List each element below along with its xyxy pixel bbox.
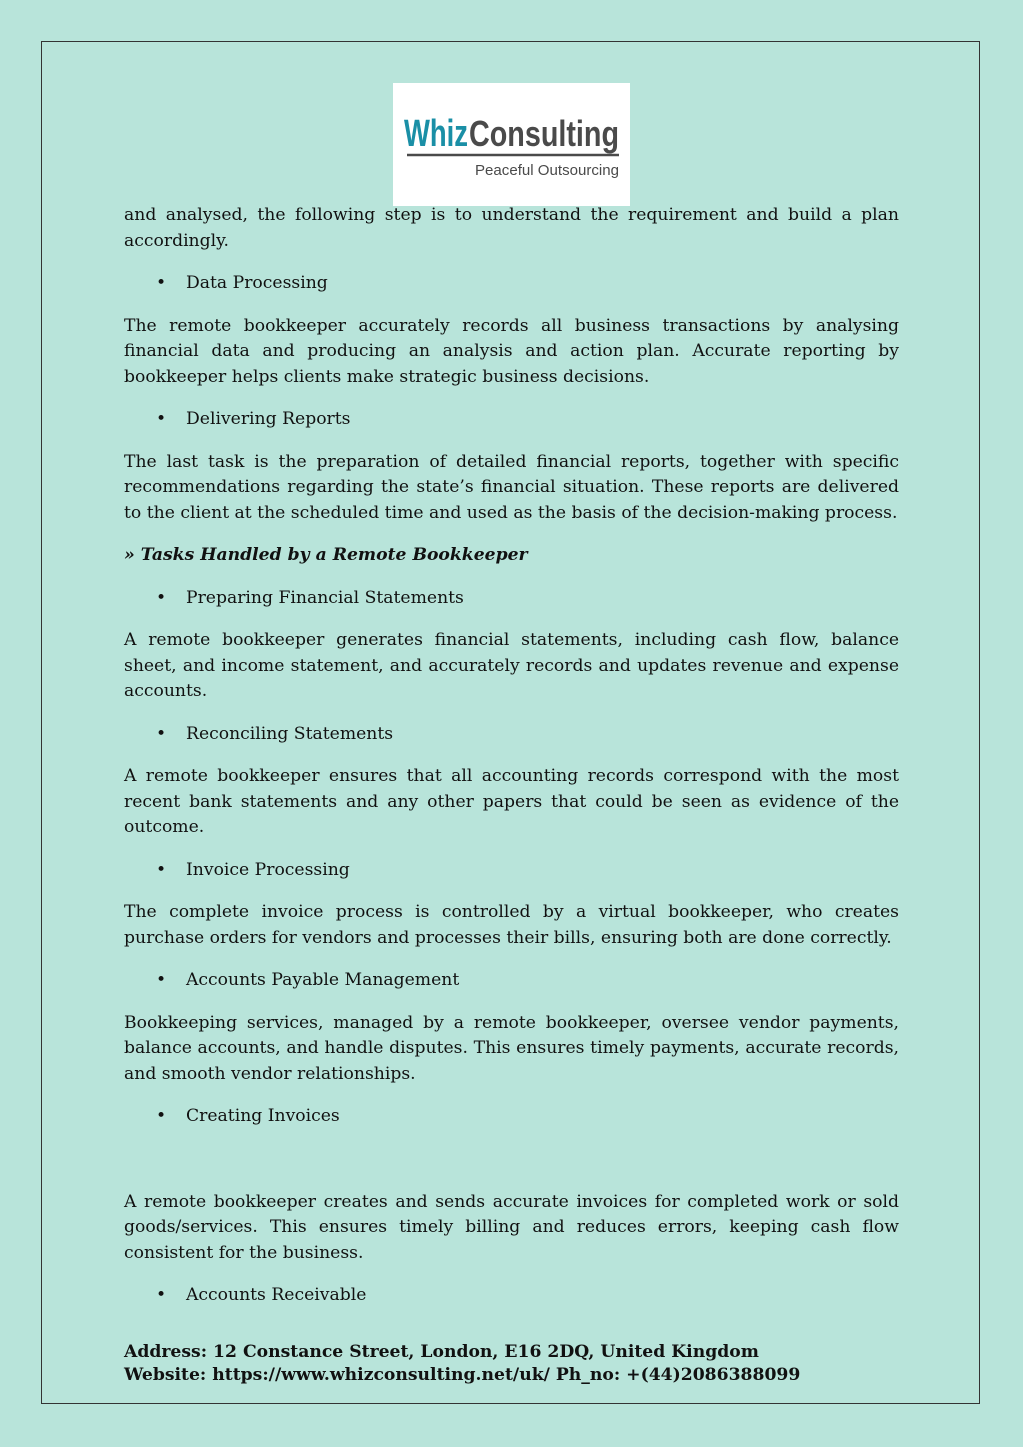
page-footer xyxy=(124,1341,924,1387)
bullet-dot: • xyxy=(156,859,167,880)
logo-whiz-text: Whiz xyxy=(404,113,468,155)
intro-paragraph: and analysed, the following step is to understand the requirement and build a plan accordingly. xyxy=(124,205,899,251)
list-item-accounts-payable xyxy=(124,968,899,994)
document-body xyxy=(124,203,899,1326)
bullet-dot: • xyxy=(156,1285,167,1305)
preparing-statements-paragraph: A remote bookkeeper generates financial statements, including cash flow, balance sheet, and income statement, and accurately records and updates revenue and expense accounts. xyxy=(124,630,899,701)
creating-invoices-paragraph: A remote bookkeeper creates and sends accurate invoices for completed work or sold goods/services. This ensures timely billing and reduces errors, keeping cash flow consistent for the business. xyxy=(124,1191,899,1263)
logo-graphic xyxy=(393,83,630,206)
list-item-reconciling xyxy=(124,722,899,748)
bullet-dot: • xyxy=(156,970,167,990)
list-item-label: Delivering Reports xyxy=(186,409,351,429)
vertical-spacer xyxy=(124,1147,899,1190)
list-item-preparing-statements xyxy=(124,586,899,612)
bullet-dot: • xyxy=(156,723,167,744)
delivering-reports-paragraph: The last task is the preparation of detailed financial reports, together with specific recommendations regarding the state’s financial situation. These reports are delivered to the client at the scheduled time and used as the basis of the decision-making process. xyxy=(124,451,899,523)
list-item-label: Creating Invoices xyxy=(186,1106,340,1126)
list-item-label: Reconciling Statements xyxy=(186,723,394,744)
list-item-delivering-reports xyxy=(124,407,899,433)
logo-tagline: Peaceful Outsourcing xyxy=(475,162,619,179)
list-item-label: Invoice Processing xyxy=(186,859,350,880)
bullet-dot: • xyxy=(156,409,167,429)
list-item-invoice-processing xyxy=(124,858,899,884)
data-processing-paragraph: The remote bookkeeper accurately records all business transactions by analysing financial data and producing an analysis and action plan. Accurate reporting by bookkeeper helps clients make strategic business decisions. xyxy=(124,315,899,387)
bullet-dot: • xyxy=(156,273,167,293)
list-item-data-processing xyxy=(124,271,899,297)
list-item-accounts-receivable xyxy=(124,1283,899,1309)
bullet-dot: • xyxy=(156,587,167,608)
whizconsulting-logo xyxy=(393,83,630,206)
accounts-payable-paragraph: Bookkeeping services, managed by a remote bookkeeper, oversee vendor payments, balance accounts, and handle disputes. This ensures timely payments, accurate records, and smooth vendor relationships. xyxy=(124,1012,899,1084)
section-heading-tasks: » Tasks Handled by a Remote Bookkeeper xyxy=(124,545,528,565)
list-item-label: Accounts Payable Management xyxy=(186,970,460,990)
list-item-label: Accounts Receivable xyxy=(186,1285,367,1305)
list-item-label: Data Processing xyxy=(186,273,328,293)
footer-address: Address: 12 Constance Street, London, E16 2DQ, United Kingdom xyxy=(124,1342,759,1362)
reconciling-paragraph: A remote bookkeeper ensures that all accounting records correspond with the most recent bank statements and any other papers that could be seen as evidence of the outcome. xyxy=(124,766,899,837)
list-item-creating-invoices xyxy=(124,1104,899,1130)
invoice-processing-paragraph: The complete invoice process is controlled by a virtual bookkeeper, who creates purchase orders for vendors and processes their bills, ensuring both are done correctly. xyxy=(124,902,899,948)
bullet-dot: • xyxy=(156,1106,167,1126)
footer-website: Website: https://www.whizconsulting.net/uk/ Ph_no: +(44)2086388099 xyxy=(124,1365,801,1385)
list-item-label: Preparing Financial Statements xyxy=(186,587,464,608)
logo-consulting-text: Consulting xyxy=(469,113,619,154)
